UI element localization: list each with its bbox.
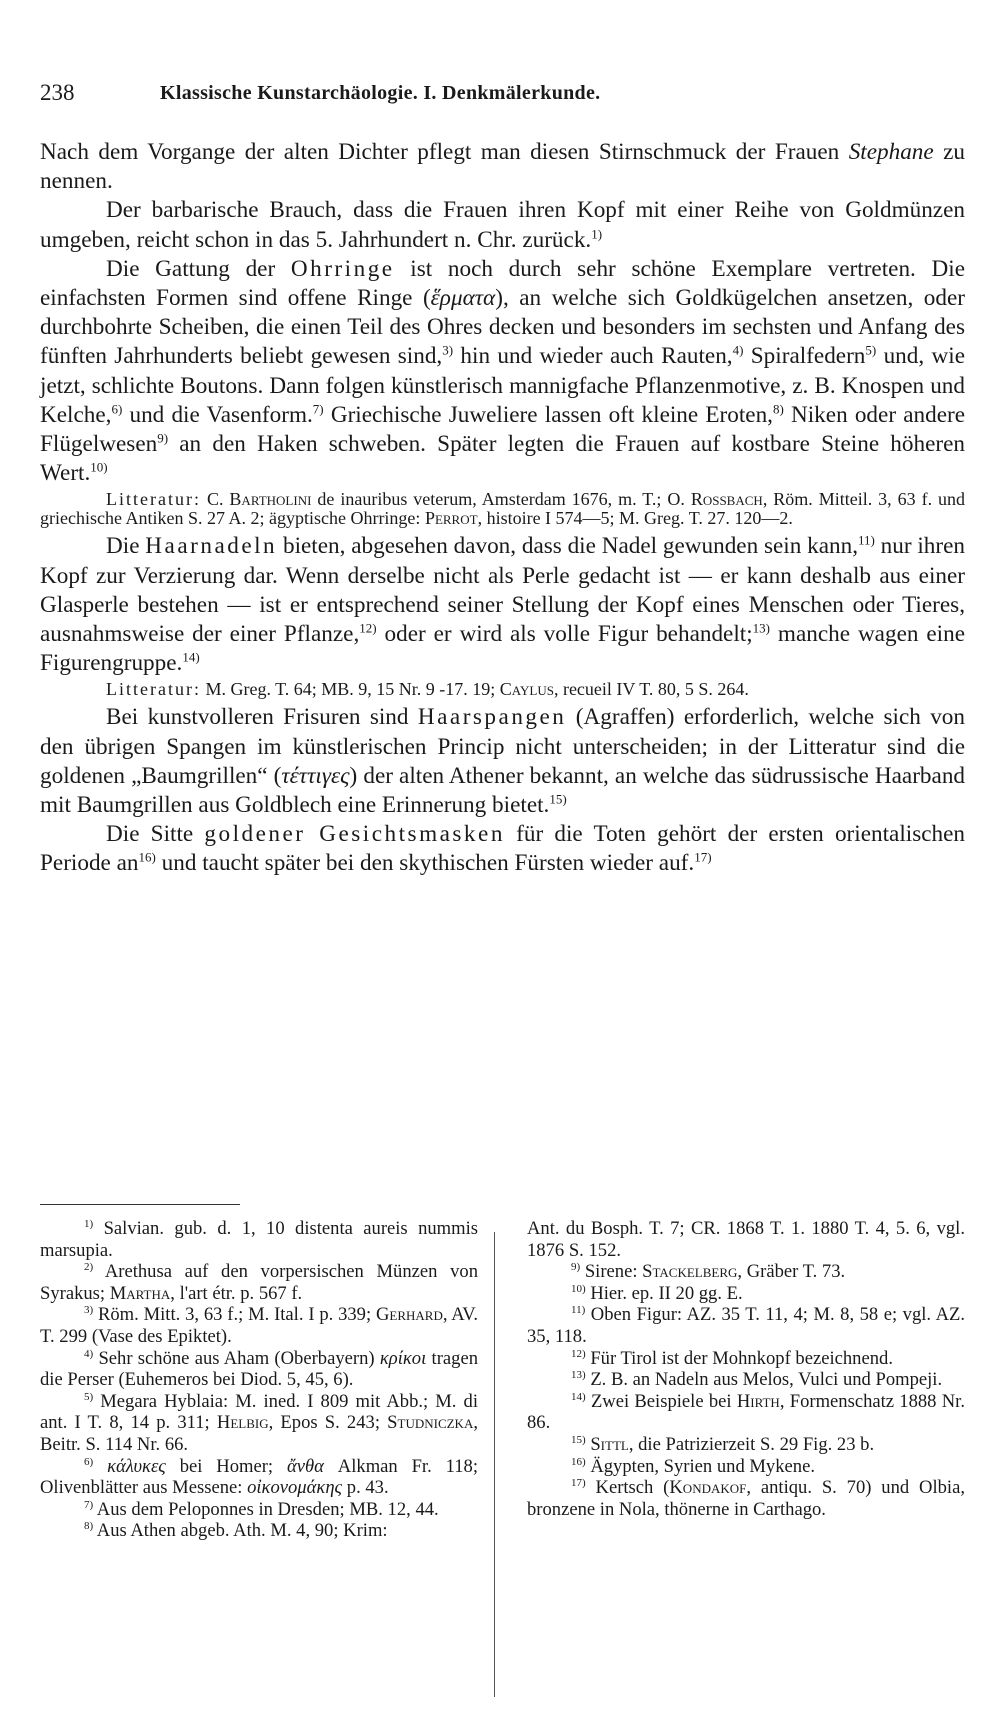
footnote-ref: 1) <box>591 225 603 241</box>
footnote-ref: 11) <box>858 532 875 548</box>
keyword-ohrringe: Ohrringe <box>290 255 395 282</box>
greek-term: ἕρματα <box>430 285 496 312</box>
footnote-ref: 17) <box>694 849 712 865</box>
literature-haarnadeln: Litteratur: M. Greg. T. 64; MB. 9, 15 Nr. 9 -17. 19; Caylus, recueil IV T. 80, 5 S. 264. <box>106 679 749 700</box>
footnote-6: $^{6)}$ κάλυκες bei Homer; ἄνθα Alkman Fr. 118; Olivenblätter aus Messene: οἰκονομάκης p. 43. <box>40 1455 478 1499</box>
footnote-ref: 5) <box>865 342 877 358</box>
paragraph-ohrringe: Die Gattung der Ohrringe ist noch durch sehr schöne Exemplare vertreten. Die einfachsten Formen sind offene Ringe (ἕρματα), an welche sich Goldkügelchen ansetzen, oder durchbohrte Scheiben, die einen Teil des Ohres decken und besonders im sechsten und Anfang des fünften Jahrhunderts beliebt gewesen sind,$^{3)}$ hin und wieder auch Rauten,$^{4)}$ Spiralfedern$^{5)}$ und, wie jetzt, schlichte Boutons. Dann folgen künstlerisch mannigfache Pflanzenmotive, z. B. Knospen und Kelche,$^{6)}$ und die Vasenform.$^{7)}$ Griechische Juweliere lassen oft kleine Eroten,$^{8)}$ Niken oder andere Flügelwesen$^{9)}$ an den Haken schweben. Später legten die Frauen auf kostbare Steine höheren Wert.$^{10)}$ <box>40 255 966 487</box>
footnote-16: $^{16)}$ Ägypten, Syrien und Mykene. <box>571 1455 815 1477</box>
footnote-5: $^{5)}$ Megara Hyblaia: M. ined. I 809 mit Abb.; M. di ant. I T. 8, 14 p. 311; Helbig, Epos S. 243; Studniczka, Beitr. S. 114 Nr. 66. <box>40 1390 478 1455</box>
keyword-haarnadeln: Haarnadeln <box>145 533 278 560</box>
footnote-1: $^{1)}$ Salvian. gub. d. 1, 10 distenta aureis nummis marsupia. <box>40 1217 478 1261</box>
footnote-11: $^{11)}$ Oben Figur: AZ. 35 T. 11, 4; M. 8, 58 e; vgl. AZ. 35, 118. <box>527 1304 965 1347</box>
footnote-15: $^{15)}$ Sittl, die Patrizierzeit S. 29 Fig. 23 b. <box>571 1433 875 1455</box>
main-text <box>40 138 965 879</box>
paragraph-goldmuenzen: Der barbarische Brauch, dass die Frauen ihren Kopf mit einer Reihe von Goldmünzen umgeben, reicht schon in das 5. Jahrhundert n. Chr. zurück.$^{1)}$ <box>40 197 965 253</box>
footnote-ref: 14) <box>182 649 200 665</box>
footnote-ref: 8) <box>772 401 784 417</box>
greek-term: τέττιγες <box>281 762 350 789</box>
footnote-13: $^{13)}$ Z. B. an Nadeln aus Melos, Vulci und Pompeji. <box>571 1368 943 1391</box>
page-number: 238 <box>40 80 75 105</box>
keyword-gesichtsmasken: goldener Gesichtsmasken <box>204 821 505 848</box>
footnote-ref: 16) <box>138 849 156 865</box>
paragraph-stephane: Nach dem Vorgange der alten Dichter pflegt man diesen Stirnschmuck der Frauen Stephane zu nennen. <box>40 139 966 195</box>
column-divider <box>494 1232 495 1697</box>
footnote-ref: 12) <box>359 620 377 636</box>
footnote-ref: 9) <box>157 430 169 446</box>
paragraph-gesichtsmasken: Die Sitte goldener Gesichtsmasken für die Toten gehört der ersten orientalischen Periode $an^{16)}$ und taucht später bei den skythischen Fürsten wieder auf.$^{17)}$ <box>40 821 966 877</box>
paragraph-haarnadeln: Die Haarnadeln bieten, abgesehen davon, dass die Nadel gewunden sein kann,$^{11)}$ nur ihren Kopf zur Verzierung dar. Wenn derselbe nicht als Perle gedacht ist — er kann deshalb aus einer Glasperle bestehen — ist er entsprechend seiner Stellung der Kopf eines Menschen oder Tieres, ausnahmsweise der einer Pflanze,$^{12)}$ oder er wird als volle Figur behandelt;$^{13)}$ manche wagen eine Figurengruppe.$^{14)}$ <box>40 532 966 677</box>
footnote-17: $^{17)}$ Kertsch (Kondakof, antiqu. S. 70) und Olbia, bronzene in Nola, thönerne in Carthago. <box>527 1476 965 1520</box>
footnote-10: $^{10)}$ Hier. ep. II 20 gg. E. <box>571 1282 743 1304</box>
footnote-separator <box>40 1204 240 1205</box>
footnote-ref: 7) <box>312 401 324 417</box>
footnote-7: $^{7)}$ Aus dem Peloponnes in Dresden; MB. 12, 44. <box>84 1498 439 1520</box>
book-page <box>40 0 965 1711</box>
footnote-4: $^{4)}$ Sehr schöne aus Aham (Oberbayern) κρίκοι tragen die Perser (Euhemeros bei Diod. 5, 45, 6). <box>40 1347 479 1391</box>
footnote-8-continued: Ant. du Bosph. T. 7; CR. 1868 T. 1. 1880 T. 4, 5. 6, vgl. 1876 S. 152. <box>527 1218 965 1261</box>
running-title: Klassische Kunstarchäologie. I. Denkmälerkunde. <box>160 82 601 104</box>
footnote-ref: 4) <box>732 342 744 358</box>
footnotes-left-column <box>40 1218 478 1542</box>
keyword-haarspangen: Haarspangen <box>417 704 567 731</box>
paragraph-haarspangen: Bei kunstvolleren Frisuren sind Haarspangen (Agraffen) erforderlich, welche sich von den übrigen Spangen im künstlerischen Princip nicht unterscheiden; in der Litteratur sind die goldenen „Baumgrillen“ (τέττιγες) der alten Athener bekannt, an welche das südrussische Haarband mit Baumgrillen aus Goldblech eine Erinnerung bietet.$^{15)}$ <box>40 704 966 819</box>
literature-ohrringe: Litteratur: C. Bartholini de inauribus veterum, Amsterdam 1676, m. T.; O. Rossbach, Röm. Mitteil. 3, 63 f. und griechische Antiken S. 27 A. 2; ägyptische Ohrringe: Perrot, histoire I 574—5; M. Greg. T. 27. 120—2. <box>40 489 966 529</box>
footnote-8: $^{8)}$ Aus Athen abgeb. Ath. M. 4, 90; Krim: <box>84 1520 388 1542</box>
running-header <box>40 80 965 110</box>
footnote-12: $^{12)}$ Für Tirol ist der Mohnkopf bezeichnend. <box>571 1347 893 1369</box>
footnotes-right-column <box>527 1218 965 1520</box>
footnote-ref: 3) <box>442 342 454 358</box>
footnote-14: $^{14)}$ Zwei Beispiele bei Hirth, Formenschatz 1888 Nr. 86. <box>527 1390 965 1434</box>
footnote-9: $^{9)}$ Sirene: Stackelberg, Gräber T. 73. <box>571 1261 846 1283</box>
footnote-3: $^{3)}$ Röm. Mitt. 3, 63 f.; M. Ital. I p. 339; Gerhard, AV. T. 299 (Vase des Epiktet). <box>40 1304 478 1347</box>
footnote-ref: 10) <box>90 459 108 475</box>
footnote-ref: 15) <box>549 791 567 807</box>
footnote-ref: 13) <box>752 620 771 636</box>
footnote-ref: 6) <box>111 401 123 417</box>
footnote-2: $^{2)}$ Arethusa auf den vorpersischen Münzen von Syrakus; Martha, l'art étr. p. 567 f. <box>40 1261 478 1304</box>
